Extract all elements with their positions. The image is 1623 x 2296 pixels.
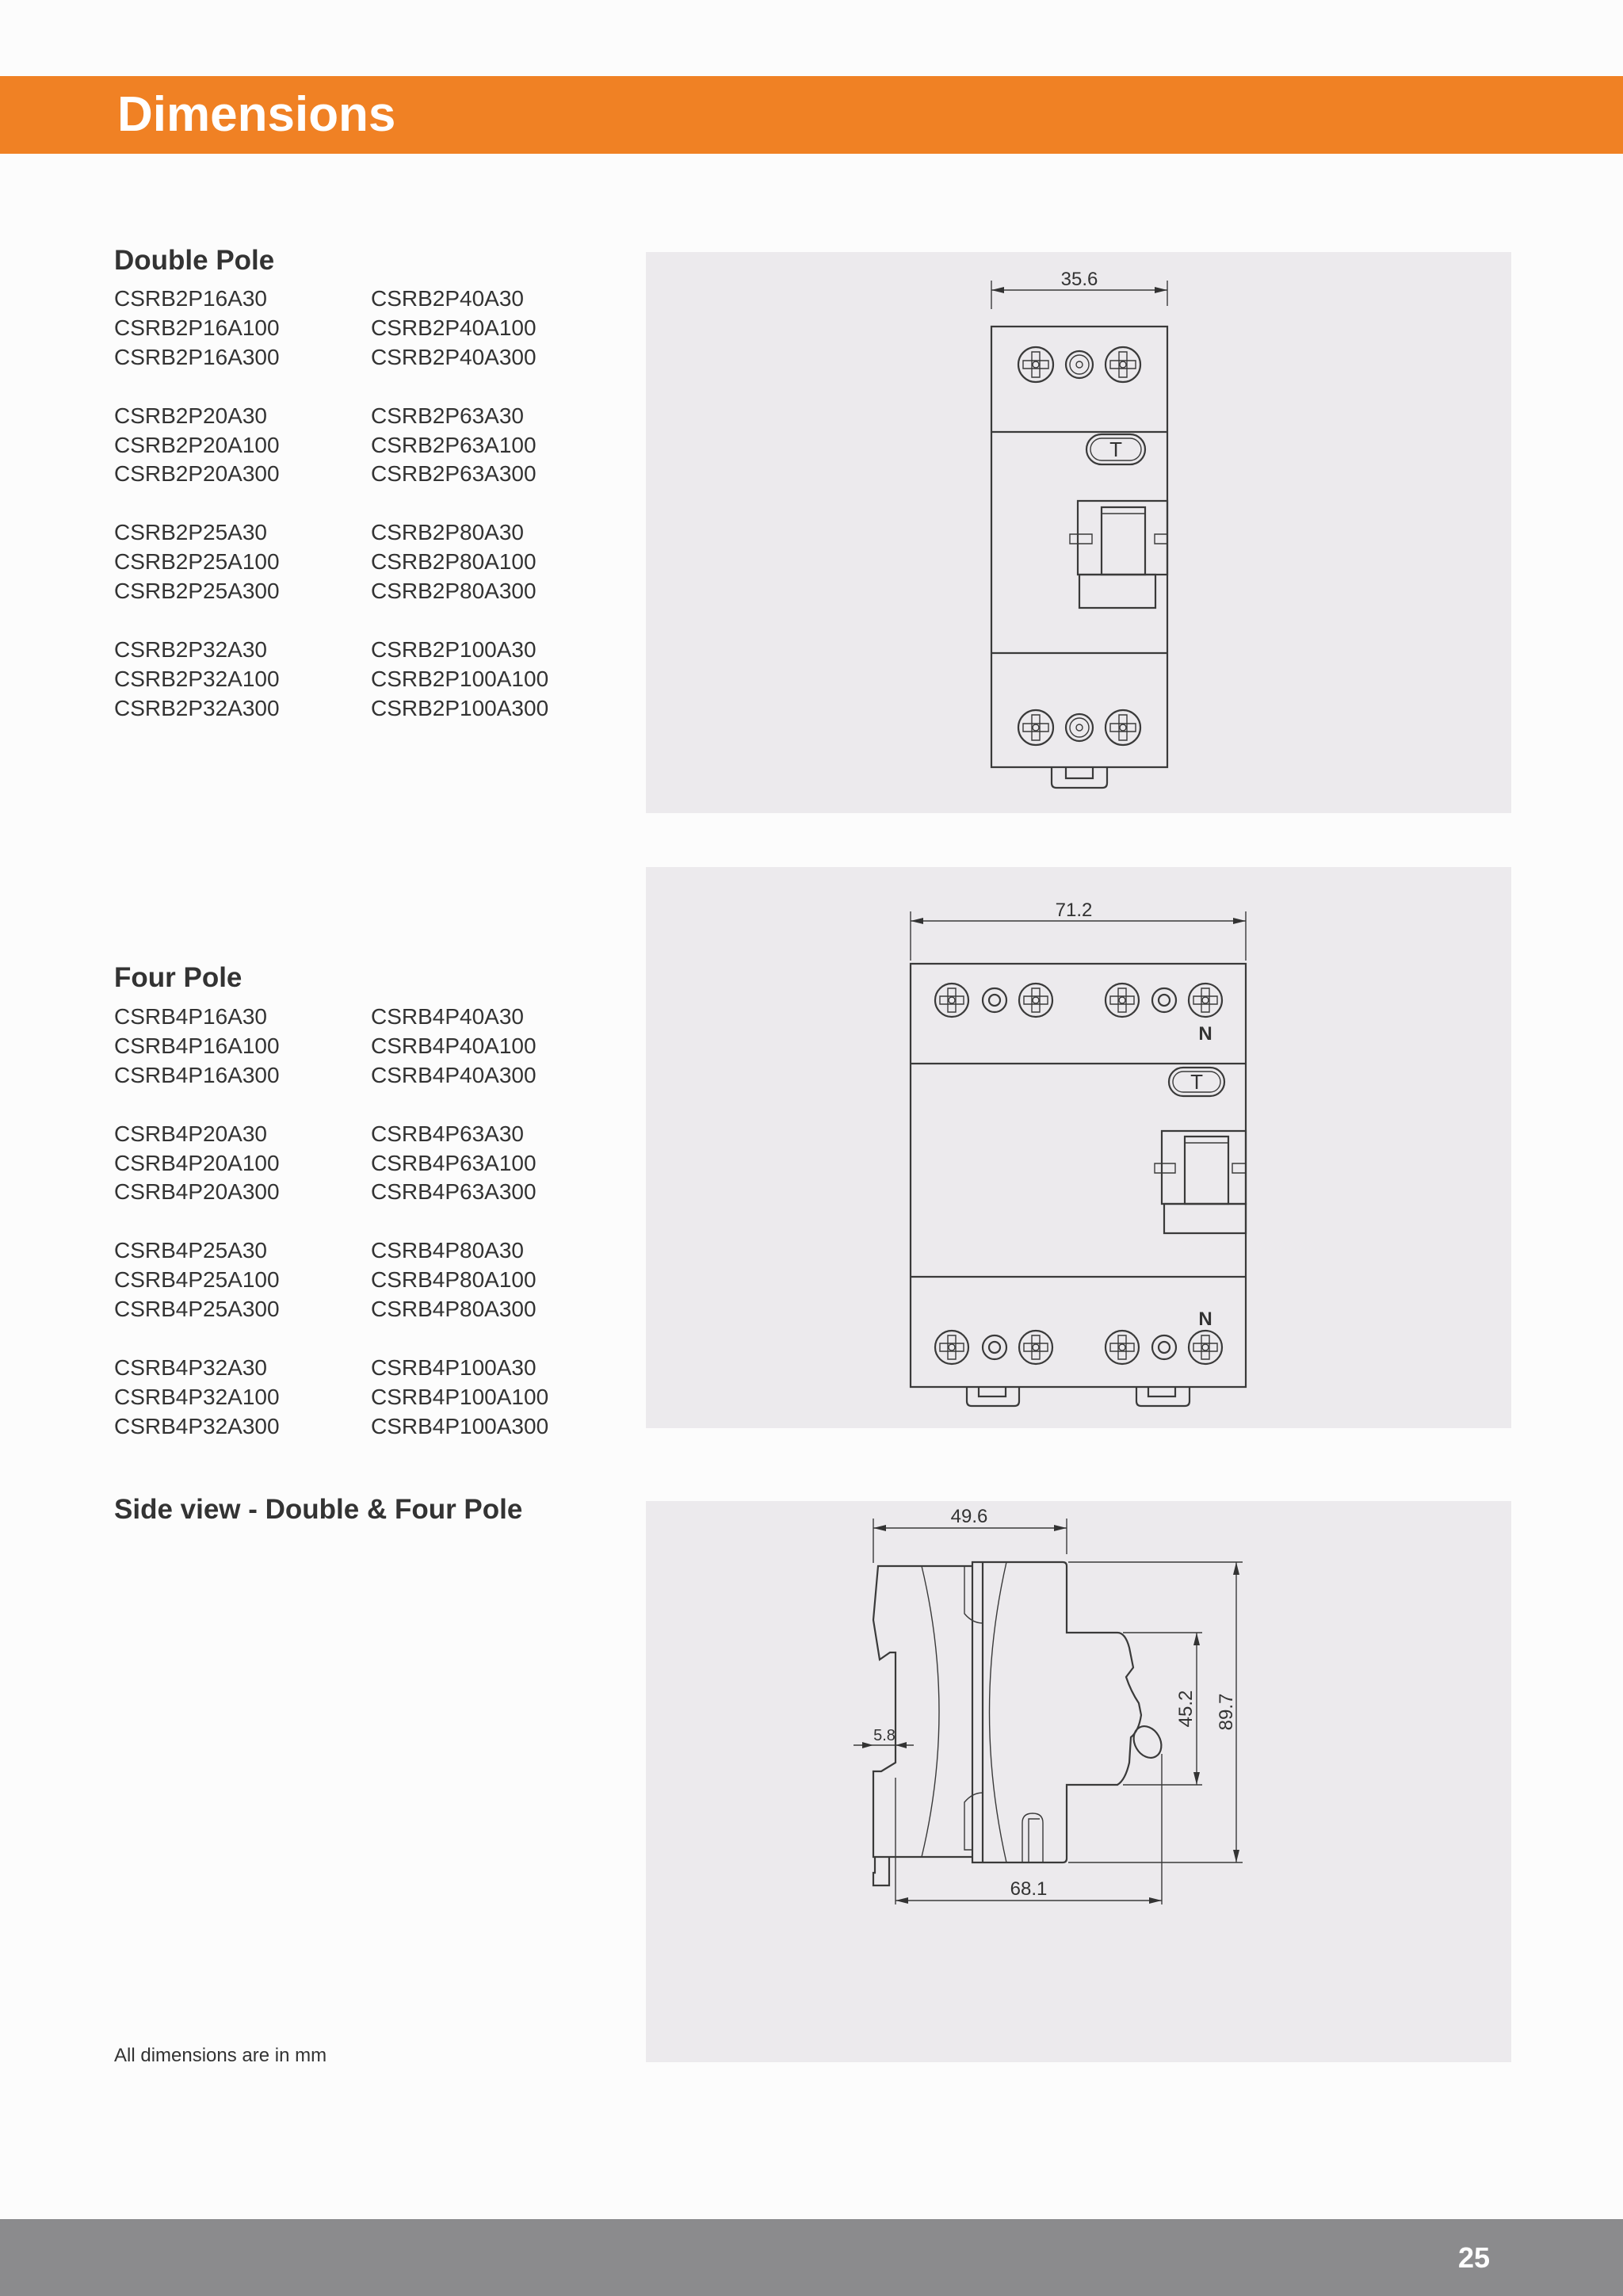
screw-icon [1106,710,1140,745]
width-dimension-label: 35.6 [1060,269,1098,290]
neutral-label-top: N [1198,1023,1212,1045]
model-code: CSRB2P80A300 [371,579,537,603]
model-code: CSRB2P40A300 [371,344,537,369]
width-dimension-label: 71.2 [1055,900,1093,921]
double-pole-heading: Double Pole [114,245,275,276]
screw-icon [1106,347,1140,382]
double-pole-drawing [646,252,1511,813]
screw-icon [1019,1331,1052,1364]
side-view-drawing [646,1501,1511,2062]
side-view-heading: Side view - Double & Four Pole [114,1494,523,1525]
model-code: CSRB4P25A100 [114,1267,280,1293]
model-code: CSRB4P100A100 [371,1384,549,1409]
device-side-profile [873,1562,1167,1885]
model-code: CSRB2P20A100 [114,432,280,457]
model-code: CSRB4P80A300 [371,1297,537,1321]
front-width-label: 49.6 [950,1506,988,1527]
test-button [1086,434,1145,464]
model-code: CSRB2P100A100 [371,666,549,691]
test-screw-icon [1152,988,1176,1012]
model-code: CSRB2P16A300 [114,344,280,369]
height-dimension [1068,1562,1243,1862]
model-code: CSRB2P32A300 [114,695,280,720]
model-code: CSRB4P32A100 [114,1384,280,1409]
model-code: CSRB4P25A30 [114,1238,268,1263]
model-code: CSRB4P63A300 [371,1179,537,1205]
din-clip [1136,1387,1190,1406]
handle-height-dimension [1123,1633,1202,1785]
top-terminal-screws [1018,347,1140,382]
model-code: CSRB4P32A30 [114,1354,268,1380]
model-code: CSRB4P16A300 [114,1062,280,1087]
neutral-label-bottom: N [1198,1308,1212,1330]
device-body [991,327,1167,767]
units-note: All dimensions are in mm [114,2045,327,2066]
front-width-dimension [873,1506,1067,1563]
model-code: CSRB2P63A300 [371,461,537,487]
test-screw-icon [1066,351,1093,378]
model-code: CSRB4P63A30 [371,1121,525,1146]
rail-dimension [854,1727,914,1748]
model-code: CSRB2P63A100 [371,432,537,457]
model-code: CSRB4P80A30 [371,1238,525,1263]
model-code: CSRB4P40A100 [371,1033,537,1058]
model-code: CSRB4P40A30 [371,1004,525,1029]
device-body [911,964,1246,1387]
terminal-screws [935,984,1222,1364]
height-label: 89.7 [1216,1693,1237,1731]
model-code: CSRB2P25A100 [114,549,280,575]
model-code: CSRB2P40A100 [371,315,537,340]
model-code: CSRB2P100A300 [371,695,549,720]
model-code: CSRB2P32A30 [114,636,268,662]
width-dimension [991,269,1167,309]
model-code: CSRB4P80A100 [371,1267,537,1293]
model-code: CSRB4P16A30 [114,1004,268,1029]
model-code: CSRB2P32A100 [114,666,280,691]
test-screw-icon [1152,1335,1176,1359]
test-screw-icon [983,1335,1006,1359]
model-code: CSRB2P63A30 [371,403,525,428]
model-code: CSRB2P25A30 [114,520,268,545]
screw-icon [1018,347,1053,382]
model-code: CSRB2P20A300 [114,461,280,487]
screw-icon [1189,984,1222,1017]
model-code: CSRB2P20A30 [114,403,268,428]
test-button [1169,1068,1224,1096]
screw-icon [1018,710,1053,745]
screw-icon [1106,984,1139,1017]
model-code: CSRB4P63A100 [371,1150,537,1175]
model-code: CSRB4P25A300 [114,1297,280,1321]
model-code: CSRB2P16A100 [114,315,280,340]
din-clip [1052,767,1107,788]
model-code: CSRB4P20A300 [114,1179,280,1205]
screw-icon [1189,1331,1222,1364]
svg-text:T: T [1190,1070,1203,1094]
width-dimension [911,900,1246,961]
page-footer-bar [0,2219,1623,2296]
din-clip [967,1387,1019,1406]
rail-label: 5.8 [873,1727,896,1744]
model-code: CSRB2P16A30 [114,286,268,311]
screw-icon [935,984,968,1017]
test-screw-icon [983,988,1006,1012]
model-code: CSRB2P100A30 [371,636,537,662]
model-code: CSRB4P20A30 [114,1121,268,1146]
toggle-handle [1155,1131,1246,1233]
four-pole-heading: Four Pole [114,962,242,993]
toggle-handle [1070,501,1167,608]
page-number: 25 [1457,2241,1490,2274]
model-code: CSRB2P80A100 [371,549,537,575]
model-code: CSRB2P25A300 [114,579,280,603]
model-code: CSRB4P100A30 [371,1354,537,1380]
model-code: CSRB2P80A30 [371,520,525,545]
test-screw-icon [1066,714,1093,741]
depth-label: 68.1 [1010,1878,1048,1900]
bottom-terminal-screws [1018,710,1140,745]
model-code: CSRB4P20A100 [114,1150,280,1175]
svg-text:T: T [1109,437,1122,461]
model-code: CSRB4P16A100 [114,1033,280,1058]
four-pole-drawing [646,867,1511,1428]
screw-icon [935,1331,968,1364]
screw-icon [1106,1331,1139,1364]
model-code: CSRB4P32A300 [114,1413,280,1438]
handle-knob [1128,1721,1167,1763]
page-header-bar [0,76,1623,154]
model-code: CSRB2P40A30 [371,286,525,311]
model-code: CSRB4P100A300 [371,1413,549,1438]
handle-height-label: 45.2 [1175,1690,1197,1728]
screw-icon [1019,984,1052,1017]
page-title: Dimensions [117,87,396,142]
model-code: CSRB4P40A300 [371,1062,537,1087]
